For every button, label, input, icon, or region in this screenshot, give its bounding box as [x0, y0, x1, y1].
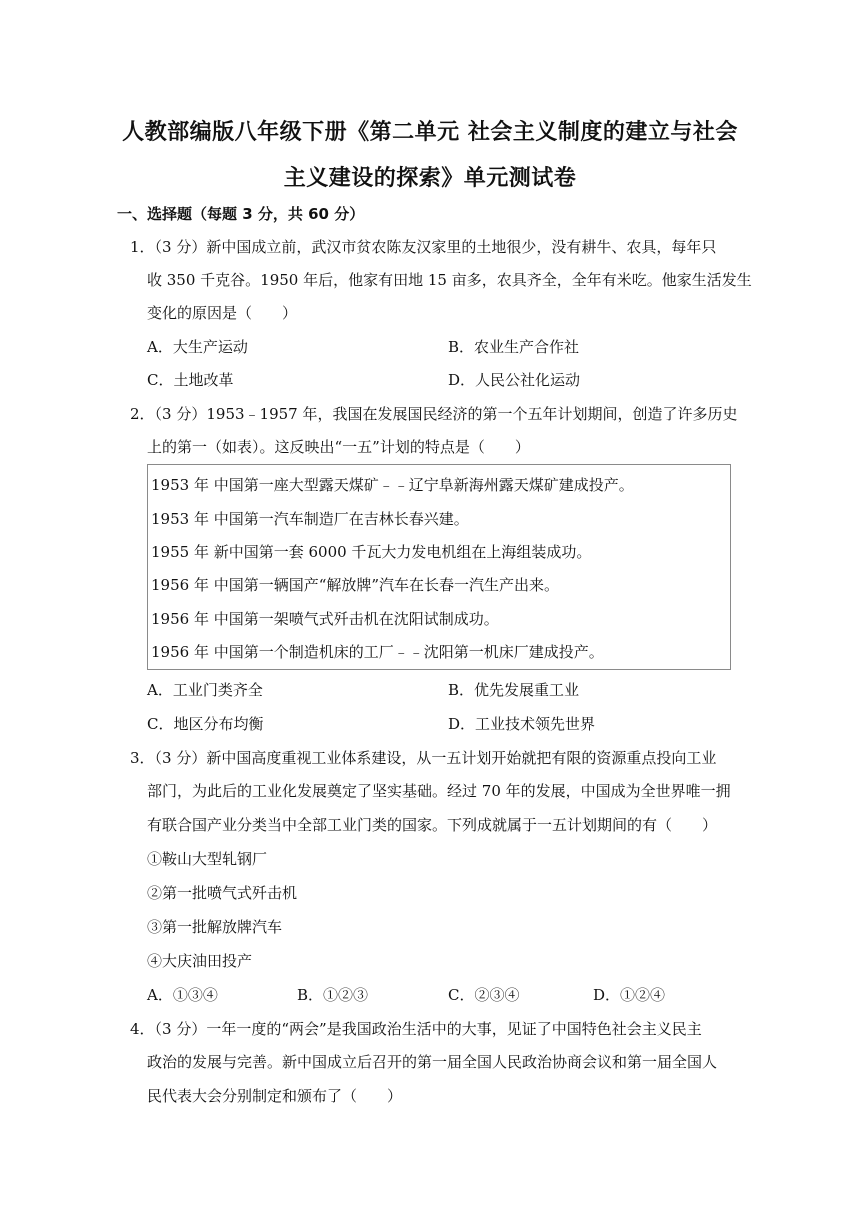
option-d[interactable]: D．①②④: [593, 986, 666, 1004]
table-row: 1955 年 新中国第一套 6000 千瓦大力发电机组在上海组装成功。: [151, 543, 592, 561]
question-text: 收 350 千克谷。1950 年后，他家有田地 15 亩多，农具齐全，全年有米吃。他家生活发生: [147, 271, 752, 289]
option-d[interactable]: D．工业技术领先世界: [448, 715, 596, 733]
question-text: 上的第一（如表）。这反映出“一五”计划的特点是（ ）: [147, 438, 530, 456]
table-row: 1956 年 中国第一辆国产“解放牌”汽车在长春一汽生产出来。: [151, 576, 560, 594]
section-heading: 一、选择题（每题 3 分，共 60 分）: [117, 205, 365, 223]
list-item: ④大庆油田投产: [147, 952, 253, 970]
option-b[interactable]: B．①②③: [297, 986, 369, 1004]
option-a[interactable]: A．①③④: [147, 986, 218, 1004]
option-b[interactable]: B．优先发展重工业: [448, 681, 580, 699]
option-a[interactable]: A．大生产运动: [147, 338, 248, 356]
option-c[interactable]: C．地区分布均衡: [147, 715, 264, 733]
question-text: 变化的原因是（ ）: [147, 304, 298, 322]
table-row: 1956 年 中国第一架喷气式歼击机在沈阳试制成功。: [151, 610, 499, 628]
question-text: 3．（3 分）新中国高度重视工业体系建设，从一五计划开始就把有限的资源重点投向工业: [130, 749, 717, 767]
question-text: 1．（3 分）新中国成立前，武汉市贫农陈友汉家里的土地很少，没有耕牛、农具，每年只: [130, 238, 717, 256]
question-text: 有联合国产业分类当中全部工业门类的国家。下列成就属于一五计划期间的有（ ）: [147, 816, 718, 834]
table-row: 1953 年 中国第一汽车制造厂在吉林长春兴建。: [151, 510, 469, 528]
option-b[interactable]: B．农业生产合作社: [448, 338, 580, 356]
question-text: 部门，为此后的工业化发展奠定了坚实基础。经过 70 年的发展，中国成为全世界唯一拥: [147, 782, 731, 800]
question-text: 政治的发展与完善。新中国成立后召开的第一届全国人民政治协商会议和第一届全国人: [147, 1053, 718, 1071]
option-a[interactable]: A．工业门类齐全: [147, 681, 263, 699]
option-d[interactable]: D．人民公社化运动: [448, 371, 581, 389]
list-item: ②第一批喷气式歼击机: [147, 884, 298, 902]
question-text: 4．（3 分）一年一度的“两会”是我国政治生活中的大事，见证了中国特色社会主义民主: [130, 1020, 702, 1038]
firsts-table: [147, 464, 731, 670]
list-item: ③第一批解放牌汽车: [147, 918, 283, 936]
question-text: 2．（3 分）1953﹣1957 年，我国在发展国民经济的第一个五年计划期间，创造了许多历史: [130, 405, 738, 423]
page-title-line-1: 人教部编版八年级下册《第二单元 社会主义制度的建立与社会: [122, 120, 738, 145]
page-title-line-2: 主义建设的探索》单元测试卷: [283, 166, 577, 191]
question-text: 民代表大会分别制定和颁布了（ ）: [147, 1087, 403, 1105]
table-row: 1956 年 中国第一个制造机床的工厂﹣﹣沈阳第一机床厂建成投产。: [151, 643, 604, 661]
list-item: ①鞍山大型轧钢厂: [147, 850, 268, 868]
option-c[interactable]: C．②③④: [448, 986, 520, 1004]
table-row: 1953 年 中国第一座大型露天煤矿﹣﹣辽宁阜新海州露天煤矿建成投产。: [151, 476, 634, 494]
option-c[interactable]: C．土地改革: [147, 371, 234, 389]
